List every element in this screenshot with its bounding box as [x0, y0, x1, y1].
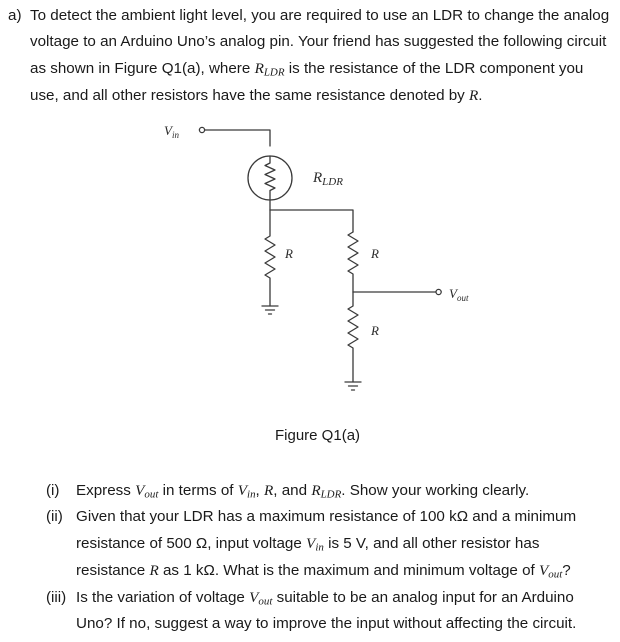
resistor-mid-bottom — [348, 292, 358, 382]
question-line-3: as shown in Figure Q1(a), where $R_{LDR}$ is the resistance of the LDR component you — [30, 60, 584, 79]
part-iii-marker: (iii) — [46, 589, 67, 606]
question-line-1: To detect the ambient light level, you are required to use an LDR to change the analog — [30, 7, 610, 24]
vin-label: $V_{in}$ — [164, 123, 179, 140]
vin-terminal — [199, 127, 204, 132]
figure-caption: Figure Q1(a) — [275, 427, 361, 444]
part-iii-line-1: Is the variation of voltage $V_{out}$ suitable to be an analog input for an Arduino — [76, 589, 574, 608]
junction-wire — [270, 210, 353, 232]
r-mid-top-label: R — [371, 246, 379, 261]
resistor-left — [265, 210, 275, 306]
vout-label: $V_{out}$ — [449, 286, 469, 303]
question-line-2: voltage to an Arduino Uno’s analog pin. Your friend has suggested the following circuit — [30, 33, 607, 50]
part-ii-line-1: Given that your LDR has a maximum resistance of 100 kΩ and a minimum — [76, 508, 577, 525]
part-ii-line-3: resistance R as 1 kΩ. What is the maximum and minimum voltage of $V_{out}$? — [76, 562, 571, 581]
part-i-marker: (i) — [46, 482, 60, 499]
r-left-label: R — [285, 246, 293, 261]
part-ii-marker: (ii) — [46, 508, 63, 525]
ldr-zigzag — [265, 156, 275, 200]
question-line-4: use, and all other resistors have the same resistance denoted by R. — [30, 87, 483, 104]
rldr-label: $R_{LDR}$ — [313, 170, 343, 188]
question-label: a) — [8, 7, 22, 24]
ground-left — [262, 306, 278, 314]
vout-terminal — [436, 289, 441, 294]
rldr-symbol: $R_{LDR}$ — [254, 60, 285, 79]
vin-wire — [205, 130, 270, 146]
resistor-mid-top — [348, 232, 358, 292]
ground-right — [345, 382, 361, 390]
part-i-line-1: Express $V_{out}$ in terms of $V_{in}$, R, and $R_{LDR}$. Show your working clearly. — [76, 482, 530, 501]
part-iii-line-2: Uno? If no, suggest a way to improve the input without affecting the circuit. — [76, 615, 577, 632]
part-ii-line-2: resistance of 500 Ω, input voltage $V_{in}$ is 5 V, and all other resistor has — [76, 535, 540, 554]
r-mid-bottom-label: R — [371, 323, 379, 338]
